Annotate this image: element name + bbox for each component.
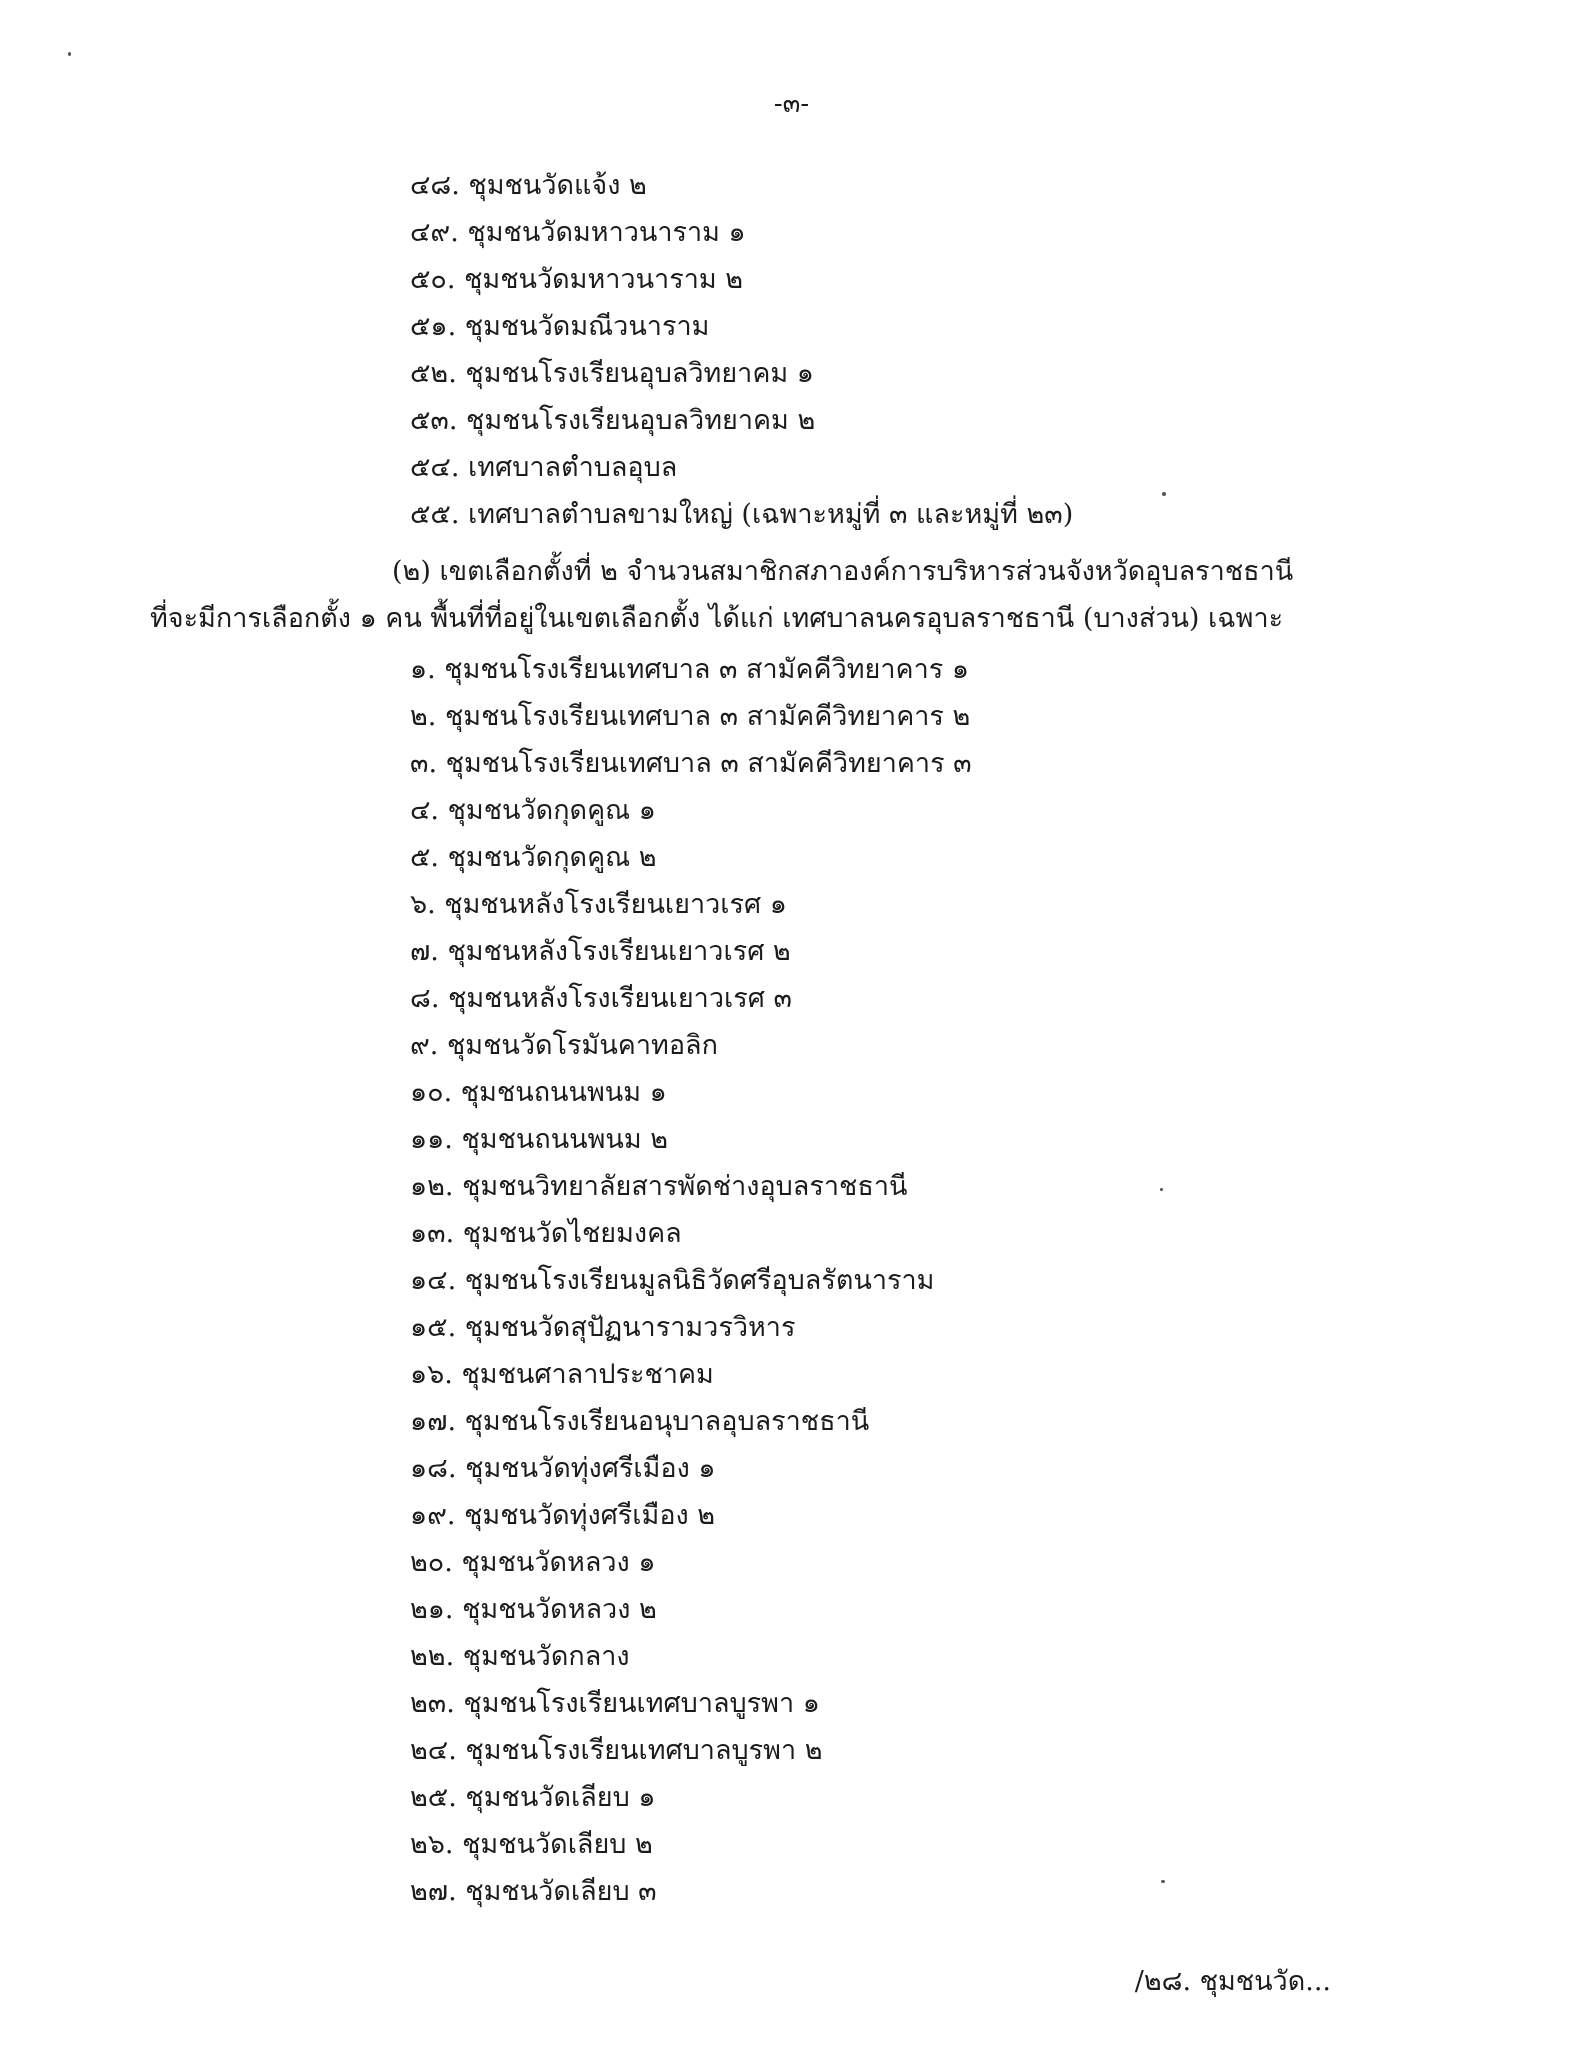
list-item: ๕๒. ชุมชนโรงเรียนอุบลวิทยาคม ๑ bbox=[410, 358, 814, 389]
district-2-paragraph-line-1: (๒) เขตเลือกตั้งที่ ๒ จำนวนสมาชิกสภาองค์การบริหารส่วนจังหวัดอุบลราชธานี bbox=[392, 556, 1294, 587]
list-item: ๑๐. ชุมชนถนนพนม ๑ bbox=[410, 1077, 667, 1108]
page-number: -๓- bbox=[773, 89, 810, 119]
list-item: ๑. ชุมชนโรงเรียนเทศบาล ๓ สามัคคีวิทยาคาร ๑ bbox=[410, 654, 969, 685]
list-item: ๕๑. ชุมชนวัดมณีวนาราม bbox=[410, 311, 710, 342]
list-item: ๒๗. ชุมชนวัดเลียบ ๓ bbox=[410, 1876, 657, 1907]
list-item: ๕๔. เทศบาลตำบลอุบล bbox=[410, 452, 678, 483]
list-item: ๔๘. ชุมชนวัดแจ้ง ๒ bbox=[410, 170, 647, 201]
list-item: ๒๐. ชุมชนวัดหลวง ๑ bbox=[410, 1547, 656, 1578]
scan-speck bbox=[1161, 1880, 1165, 1883]
list-item: ๒๔. ชุมชนโรงเรียนเทศบาลบูรพา ๒ bbox=[410, 1735, 823, 1766]
scan-speck bbox=[68, 52, 71, 56]
list-item: ๕๕. เทศบาลตำบลขามใหญ่ (เฉพาะหมู่ที่ ๓ และหมู่ที่ ๒๓) bbox=[410, 499, 1074, 530]
list-item: ๑๒. ชุมชนวิทยาลัยสารพัดช่างอุบลราชธานี bbox=[410, 1171, 908, 1202]
list-item: ๕๐. ชุมชนวัดมหาวนาราม ๒ bbox=[410, 264, 744, 295]
community-list-district-1 bbox=[410, 162, 1073, 538]
list-item: ๑๘. ชุมชนวัดทุ่งศรีเมือง ๑ bbox=[410, 1453, 716, 1484]
list-item: ๑๑. ชุมชนถนนพนม ๒ bbox=[410, 1124, 669, 1155]
list-item: ๑๖. ชุมชนศาลาประชาคม bbox=[410, 1359, 714, 1390]
continuation-note: /๒๘. ชุมชนวัด... bbox=[1134, 1966, 1331, 1997]
list-item: ๘. ชุมชนหลังโรงเรียนเยาวเรศ ๓ bbox=[410, 983, 792, 1014]
list-item: ๔. ชุมชนวัดกุดคูณ ๑ bbox=[410, 795, 656, 826]
list-item: ๓. ชุมชนโรงเรียนเทศบาล ๓ สามัคคีวิทยาคาร ๓ bbox=[410, 748, 972, 779]
list-item: ๕. ชุมชนวัดกุดคูณ ๒ bbox=[410, 842, 657, 873]
list-item: ๔๙. ชุมชนวัดมหาวนาราม ๑ bbox=[410, 217, 746, 248]
list-item: ๑๕. ชุมชนวัดสุปัฏนารามวรวิหาร bbox=[410, 1312, 796, 1343]
list-item: ๕๓. ชุมชนโรงเรียนอุบลวิทยาคม ๒ bbox=[410, 405, 816, 436]
list-item: ๒๖. ชุมชนวัดเลียบ ๒ bbox=[410, 1829, 653, 1860]
list-item: ๒๑. ชุมชนวัดหลวง ๒ bbox=[410, 1594, 657, 1625]
list-item: ๒๒. ชุมชนวัดกลาง bbox=[410, 1641, 630, 1672]
district-2-paragraph-line-2: ที่จะมีการเลือกตั้ง ๑ คน พื้นที่ที่อยู่ในเขตเลือกตั้ง ได้แก่ เทศบาลนครอุบลราชธานี (บางส่วน) เฉพาะ bbox=[150, 603, 1284, 634]
list-item: ๙. ชุมชนวัดโรมันคาทอลิก bbox=[410, 1030, 718, 1061]
scan-speck bbox=[1162, 492, 1166, 496]
list-item: ๑๗. ชุมชนโรงเรียนอนุบาลอุบลราชธานี bbox=[410, 1406, 870, 1437]
list-item: ๑๓. ชุมชนวัดไชยมงคล bbox=[410, 1218, 682, 1249]
list-item: ๒๕. ชุมชนวัดเลียบ ๑ bbox=[410, 1782, 656, 1813]
list-item: ๑๙. ชุมชนวัดทุ่งศรีเมือง ๒ bbox=[410, 1500, 716, 1531]
list-item: ๖. ชุมชนหลังโรงเรียนเยาวเรศ ๑ bbox=[410, 889, 787, 920]
community-list-district-2 bbox=[410, 646, 972, 1915]
scan-speck bbox=[1160, 1188, 1163, 1191]
list-item: ๗. ชุมชนหลังโรงเรียนเยาวเรศ ๒ bbox=[410, 936, 791, 967]
list-item: ๑๔. ชุมชนโรงเรียนมูลนิธิวัดศรีอุบลรัตนาราม bbox=[410, 1265, 935, 1296]
list-item: ๒๓. ชุมชนโรงเรียนเทศบาลบูรพา ๑ bbox=[410, 1688, 820, 1719]
list-item: ๒. ชุมชนโรงเรียนเทศบาล ๓ สามัคคีวิทยาคาร ๒ bbox=[410, 701, 971, 732]
